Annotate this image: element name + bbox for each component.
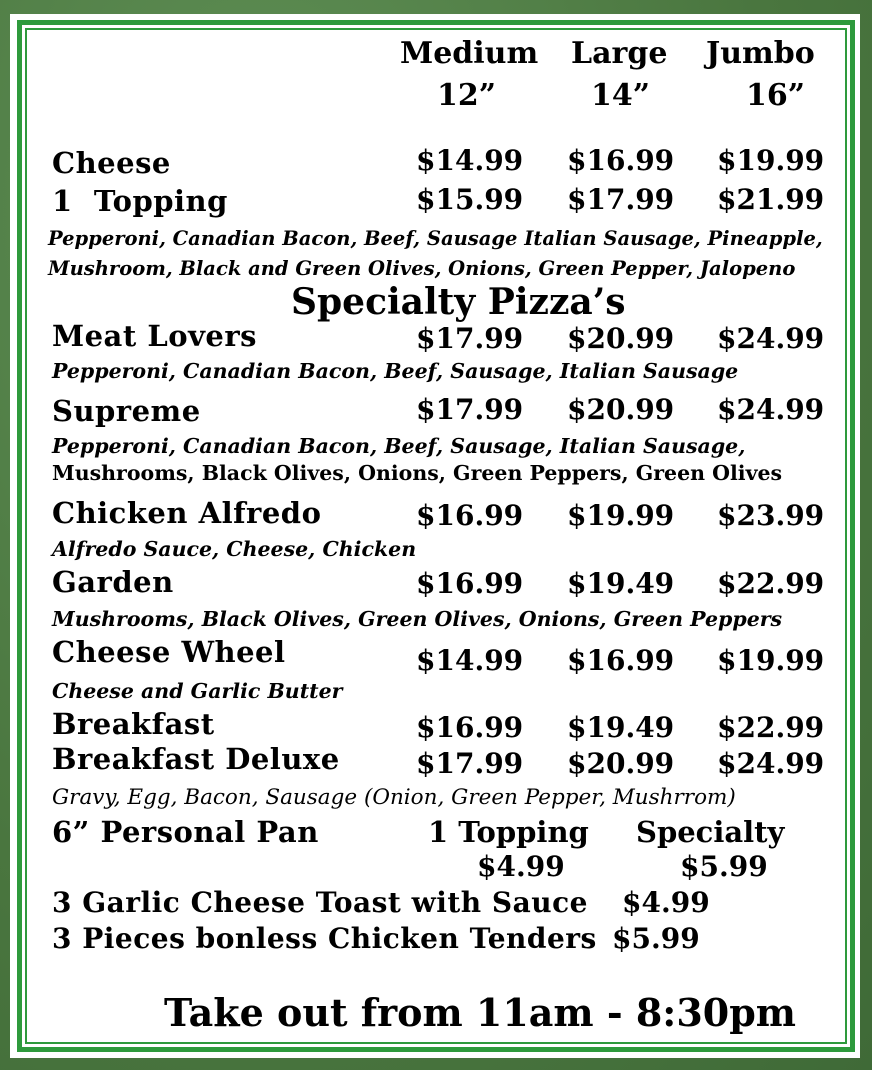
size-header-large: Large [571, 36, 668, 71]
item-name-supreme: Supreme [52, 394, 201, 428]
item-name-cheese: Cheese [52, 146, 171, 180]
price-one-topping-medium: $15.99 [416, 183, 524, 216]
item-name-one-topping: 1 Topping [52, 184, 228, 218]
item-name-garden: Garden [52, 565, 174, 599]
desc-supreme-line-1: Pepperoni, Canadian Bacon, Beef, Sausage, Italian Sausage, [52, 434, 746, 458]
toppings-list-line-1: Pepperoni, Canadian Bacon, Beef, Sausage Italian Sausage, Pineapple, [48, 227, 823, 250]
size-inches-jumbo: 16” [746, 78, 806, 113]
price-breakfast-deluxe-jumbo: $24.99 [717, 747, 825, 780]
price-supreme-jumbo: $24.99 [717, 393, 825, 426]
desc-chicken-alfredo: Alfredo Sauce, Cheese, Chicken [52, 537, 417, 561]
price-chicken-alfredo-medium: $16.99 [416, 499, 524, 532]
price-breakfast-deluxe-large: $20.99 [567, 747, 675, 780]
price-breakfast-jumbo: $22.99 [717, 711, 825, 744]
desc-cheese-wheel: Cheese and Garlic Butter [52, 679, 343, 703]
price-meat-lovers-jumbo: $24.99 [717, 322, 825, 355]
item-name-personal-pan: 6” Personal Pan [52, 815, 319, 849]
personal-pan-specialty-label: Specialty [636, 815, 785, 849]
personal-pan-one-topping-price: $4.99 [477, 850, 565, 883]
price-one-topping-jumbo: $21.99 [717, 183, 825, 216]
specialty-title: Specialty Pizza’s [291, 281, 626, 323]
price-chicken-alfredo-large: $19.99 [567, 499, 675, 532]
size-header-medium: Medium [400, 36, 539, 71]
item-name-chicken-alfredo: Chicken Alfredo [52, 496, 322, 530]
desc-supreme-line-2: Mushrooms, Black Olives, Onions, Green Peppers, Green Olives [52, 461, 783, 485]
price-garlic-cheese-toast: $4.99 [622, 886, 710, 919]
price-chicken-tenders: $5.99 [612, 922, 700, 955]
price-meat-lovers-large: $20.99 [567, 322, 675, 355]
price-cheese-wheel-jumbo: $19.99 [717, 644, 825, 677]
item-name-breakfast-deluxe: Breakfast Deluxe [52, 742, 340, 776]
price-cheese-large: $16.99 [567, 144, 675, 177]
price-meat-lovers-medium: $17.99 [416, 322, 524, 355]
price-cheese-medium: $14.99 [416, 144, 524, 177]
size-header-jumbo: Jumbo [706, 36, 815, 71]
desc-meat-lovers: Pepperoni, Canadian Bacon, Beef, Sausage, Italian Sausage [52, 359, 739, 383]
price-breakfast-large: $19.49 [567, 711, 675, 744]
hours-footer: Take out from 11am - 8:30pm [164, 990, 796, 1035]
price-chicken-alfredo-jumbo: $23.99 [717, 499, 825, 532]
personal-pan-specialty-price: $5.99 [680, 850, 768, 883]
price-cheese-jumbo: $19.99 [717, 144, 825, 177]
size-inches-medium: 12” [437, 78, 497, 113]
item-name-chicken-tenders: 3 Pieces bonless Chicken Tenders [52, 922, 597, 955]
price-garden-jumbo: $22.99 [717, 567, 825, 600]
desc-breakfast-deluxe: Gravy, Egg, Bacon, Sausage (Onion, Green Pepper, Mushrrom) [52, 785, 736, 810]
price-breakfast-deluxe-medium: $17.99 [416, 747, 524, 780]
size-inches-large: 14” [591, 78, 651, 113]
item-name-garlic-cheese-toast: 3 Garlic Cheese Toast with Sauce [52, 886, 588, 919]
price-garden-large: $19.49 [567, 567, 675, 600]
price-one-topping-large: $17.99 [567, 183, 675, 216]
toppings-list-line-2: Mushroom, Black and Green Olives, Onions, Green Pepper, Jalopeno [48, 257, 796, 280]
item-name-meat-lovers: Meat Lovers [52, 319, 257, 353]
price-cheese-wheel-medium: $14.99 [416, 644, 524, 677]
item-name-cheese-wheel: Cheese Wheel [52, 635, 286, 669]
price-supreme-large: $20.99 [567, 393, 675, 426]
desc-garden: Mushrooms, Black Olives, Green Olives, Onions, Green Peppers [52, 607, 783, 631]
price-supreme-medium: $17.99 [416, 393, 524, 426]
price-cheese-wheel-large: $16.99 [567, 644, 675, 677]
price-garden-medium: $16.99 [416, 567, 524, 600]
item-name-breakfast: Breakfast [52, 707, 215, 741]
price-breakfast-medium: $16.99 [416, 711, 524, 744]
personal-pan-one-topping-label: 1 Topping [428, 815, 589, 849]
